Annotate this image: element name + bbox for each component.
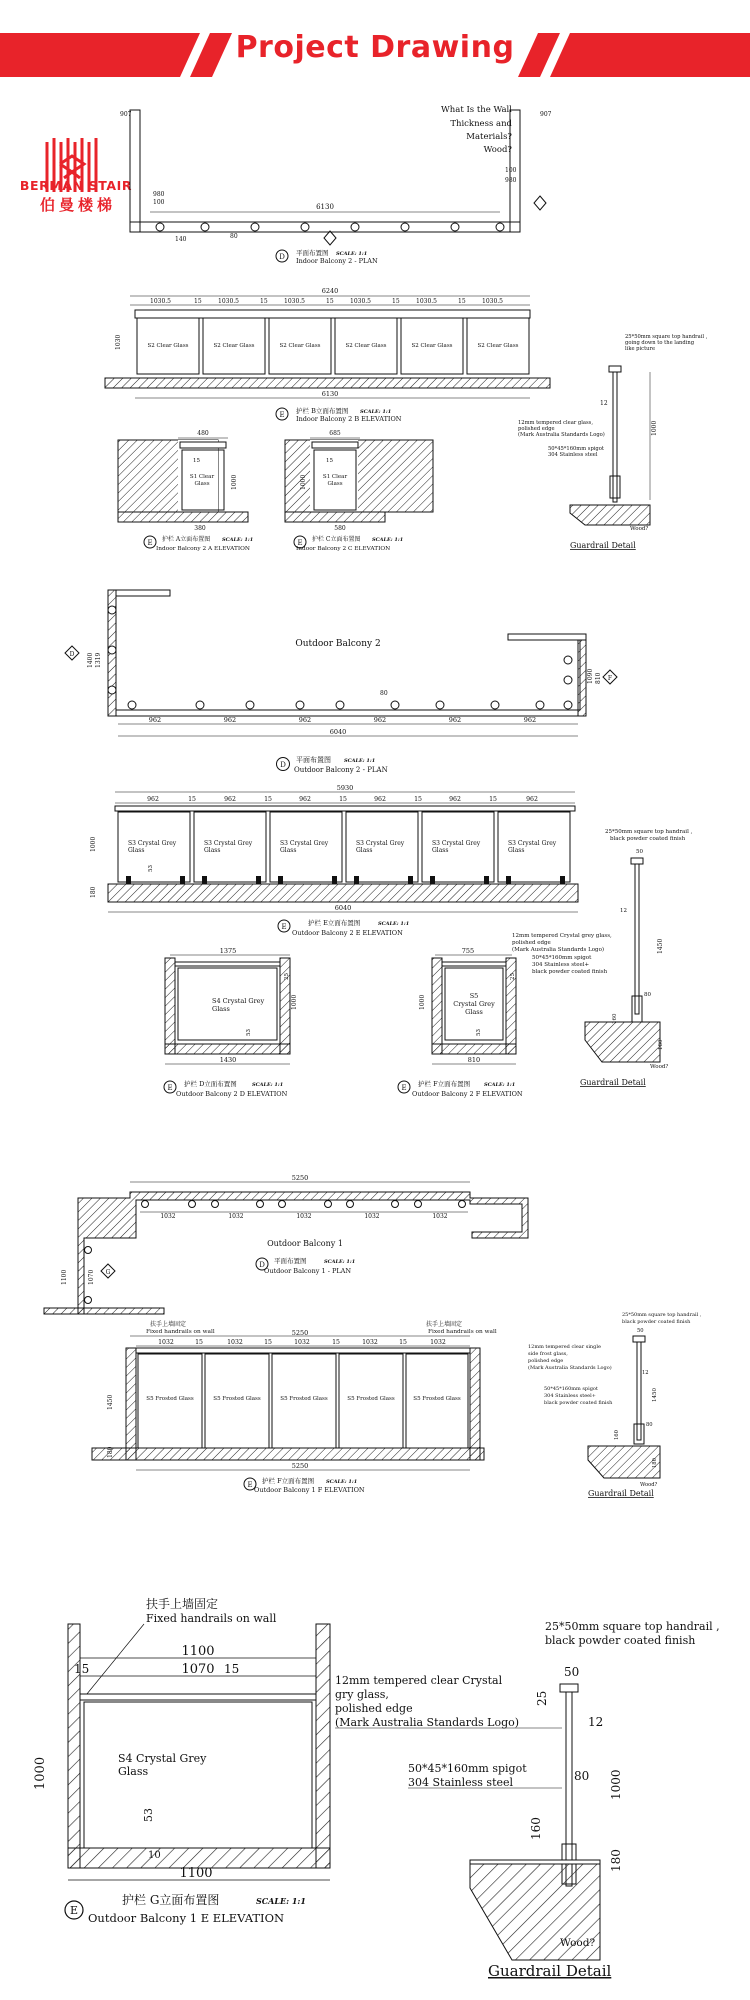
dim-text: 1070 [88, 1269, 95, 1285]
caption-cn: 平面布置图 [296, 756, 331, 764]
caption-cn: 护栏 F立面布置图 [418, 1080, 471, 1088]
dim-text: 962 [373, 716, 387, 724]
dim-text: 15 [188, 796, 196, 803]
panel-label: S3 Crystal Grey [508, 840, 557, 847]
detail-note: black powder coated finish [622, 1319, 691, 1325]
caption-cn: 平面布置图 [274, 1257, 307, 1265]
detail-note: 12mm tempered clear single [528, 1344, 601, 1350]
dim-text: 980 [153, 191, 165, 198]
caption-scale: SCALE: 1:1 [256, 1896, 306, 1906]
dim-text: 962 [148, 716, 162, 724]
plan-label: Outdoor Balcony 1 [267, 1239, 343, 1248]
dim-text: 907 [540, 111, 552, 118]
detail-note: 25*50mm square top handrail , [545, 1620, 720, 1633]
detail-note: 12mm tempered clear Crystal [335, 1674, 503, 1687]
panel-label: S3 Crystal Grey [204, 840, 253, 847]
detail-note: 304 Stainless steel [408, 1776, 514, 1789]
caption-title: Outdoor Balcony 1 F ELEVATION [254, 1486, 365, 1494]
outdoor1-guardrail-detail-large [335, 1620, 720, 1980]
caption-title: Outdoor Balcony 1 - PLAN [264, 1267, 352, 1275]
dim-text: 50 [564, 1665, 580, 1679]
caption-cn: 护栏 F立面布置图 [262, 1477, 315, 1485]
caption-title: Indoor Balcony 2 B ELEVATION [296, 415, 402, 423]
dim-text: 6040 [329, 728, 347, 736]
dim-text: 15 [414, 796, 422, 803]
dim-text: 15 [326, 458, 333, 464]
detail-note: polished edge [528, 1358, 564, 1364]
outdoor1-g-elevation [33, 1596, 330, 1925]
dim-text: 100 [505, 167, 517, 174]
panel-label: S4 Crystal Grey [212, 997, 265, 1005]
caption-title: Indoor Balcony 2 C ELEVATION [296, 546, 391, 552]
caption-cn: 平面布置图 [296, 249, 329, 257]
dim-text: 80 [574, 1769, 590, 1783]
caption-title: Outdoor Balcony 2 - PLAN [294, 766, 388, 774]
dim-text: 962 [449, 796, 461, 803]
panel-label: S2 Clear Glass [345, 343, 387, 349]
view-tag: G [105, 1269, 111, 1276]
dim-text: 962 [523, 716, 537, 724]
dim-text: 962 [299, 796, 311, 803]
view-tag: E [401, 1084, 407, 1092]
dim-text: 1030.5 [482, 298, 503, 305]
caption-title: Indoor Balcony 2 - PLAN [296, 257, 378, 265]
plan-wall-left [130, 110, 140, 232]
panel-label: Glass [327, 481, 343, 487]
dim-text: 1000 [609, 1769, 623, 1800]
outdoor2-f-elevation [398, 947, 523, 1098]
view-tag: E [69, 1904, 79, 1917]
dim-text: 15 [260, 298, 268, 305]
dim-text: 1100 [61, 1269, 68, 1285]
panel-label: S4 Crystal Grey [118, 1752, 207, 1765]
dim-text: 15 [326, 298, 334, 305]
dim-text: 180 [652, 1458, 658, 1468]
detail-note: side frost glass, [528, 1351, 568, 1357]
dim-text: 6130 [321, 390, 339, 398]
detail-note: (Mark Australia Standards Logo) [335, 1716, 520, 1729]
caption-cn: 护栏 C立面布置图 [312, 536, 361, 543]
dim-text: 1000 [651, 420, 658, 436]
wood-label: Wood? [650, 1064, 669, 1070]
caption-scale: SCALE: 1:1 [336, 251, 368, 257]
logo-name-cn: 伯曼楼梯 [40, 196, 117, 214]
detail-note: polished edge [518, 426, 555, 432]
dim-text: 12 [642, 1370, 649, 1376]
detail-title: Guardrail Detail [488, 1962, 612, 1980]
dim-text: 100 [153, 199, 165, 206]
dim-text: 160 [529, 1817, 543, 1840]
dim-text: 15 [224, 1662, 240, 1676]
outdoor1-plan [44, 1174, 528, 1314]
note-cn: 扶手上墙固定 [146, 1597, 219, 1611]
dim-text: 160 [612, 1013, 618, 1024]
view-tag: E [147, 539, 153, 547]
caption-scale: SCALE: 1:1 [222, 537, 254, 543]
detail-note: black powder coated finish [544, 1400, 613, 1406]
dim-text: 5250 [291, 1174, 309, 1182]
dim-text: 25 [284, 973, 290, 980]
plan-question: Wood? [483, 145, 512, 155]
dim-text: 1032 [158, 1339, 174, 1346]
dim-text: 380 [194, 525, 206, 532]
dim-text: 962 [147, 796, 159, 803]
view-tag: E [167, 1084, 173, 1092]
detail-note: black powder coated finish [610, 836, 686, 842]
panel-label: Glass [204, 847, 221, 854]
page-title: Project Drawing [235, 30, 515, 65]
panel-label: Glass [118, 1765, 149, 1778]
panel-label: S3 Crystal Grey [432, 840, 481, 847]
dim-text: 15 [194, 298, 202, 305]
panel-label: S1 Clear [189, 474, 215, 480]
wood-label: Wood? [630, 526, 649, 532]
indoor-b-elevation [105, 287, 550, 423]
dim-text: 15 [195, 1339, 203, 1346]
dim-text: 6130 [316, 203, 334, 211]
view-tag: D [69, 651, 75, 658]
dim-text: 53 [148, 865, 154, 872]
dim-text: 962 [224, 796, 236, 803]
caption-scale: SCALE: 1:1 [344, 758, 376, 764]
indoor-a-elevation [118, 430, 253, 552]
panel-label: S2 Clear Glass [477, 343, 519, 349]
dim-text: 1450 [107, 1394, 114, 1410]
caption-scale: SCALE: 1:1 [360, 409, 392, 415]
dim-text: 1090 [587, 668, 594, 684]
indoor-c-elevation [285, 430, 433, 552]
dim-text: 160 [614, 1430, 620, 1440]
detail-note: like picture [625, 346, 656, 352]
dim-text: 480 [197, 430, 209, 437]
dim-text: 962 [223, 716, 237, 724]
plan-wall-bottom [130, 222, 520, 232]
dim-text: 962 [448, 716, 462, 724]
dim-text: 80 [380, 690, 388, 697]
indoor-guardrail-detail [518, 334, 708, 550]
detail-title: Guardrail Detail [588, 1489, 654, 1498]
dim-text: 80 [644, 992, 651, 998]
dim-text: 962 [526, 796, 538, 803]
dim-text: 1032 [432, 1213, 448, 1220]
dim-text: 1430 [219, 1056, 237, 1064]
detail-note: gry glass, [335, 1688, 389, 1701]
panel-label: S5 Frosted Glass [213, 1396, 261, 1402]
caption-title: Outdoor Balcony 2 F ELEVATION [412, 1090, 523, 1098]
dim-text: 180 [90, 886, 97, 898]
plan-question: What Is the Wall [441, 105, 512, 115]
detail-note: black powder coated finish [545, 1634, 696, 1647]
dim-text: 962 [374, 796, 386, 803]
panel-label: S5 Frosted Glass [347, 1396, 395, 1402]
logo-name: BERMAN STAIR [19, 178, 133, 193]
dim-text: 1000 [231, 474, 238, 490]
dim-text: 53 [476, 1029, 482, 1036]
caption-scale: SCALE: 1:1 [372, 537, 404, 543]
detail-title: Guardrail Detail [580, 1078, 646, 1087]
dim-text: 1000 [33, 1756, 48, 1790]
panel-label: S3 Crystal Grey [280, 840, 329, 847]
caption-cn: 护栏 E立面布置图 [308, 919, 361, 927]
dim-text: 15 [264, 1339, 272, 1346]
dim-text: 1032 [364, 1213, 380, 1220]
caption-scale: SCALE: 1:1 [484, 1082, 516, 1088]
dim-text: 1000 [300, 474, 307, 490]
detail-note: 25*50mm square top handrail , [625, 334, 708, 340]
panel-label: Glass [508, 847, 525, 854]
dim-text: 25 [510, 973, 516, 980]
detail-note: going down to the landing [625, 340, 695, 346]
dim-text: 1030.5 [350, 298, 371, 305]
panel-label: S2 Clear Glass [279, 343, 321, 349]
dim-text: 12 [588, 1715, 604, 1729]
dim-text: 1032 [430, 1339, 446, 1346]
detail-note: 50*45*160mm spigot [544, 1386, 598, 1392]
note: Fixed handrails on wall [146, 1329, 215, 1335]
dim-text: 685 [329, 430, 341, 437]
dim-text: 50 [637, 1328, 644, 1334]
note: Fixed handrails on wall [428, 1329, 497, 1335]
note-cn: 扶手上墙固定 [150, 1321, 187, 1328]
view-tag: E [247, 1481, 253, 1489]
dim-text: 1070 [181, 1662, 215, 1677]
view-tag: E [297, 539, 303, 547]
dim-text: 53 [246, 1029, 252, 1036]
detail-note: 50*45*160mm spigot [532, 955, 592, 961]
detail-note: (Mark Australia Standards Logo) [512, 947, 605, 953]
panel-label: S1 Clear [322, 474, 348, 480]
dim-text: 1450 [657, 938, 664, 954]
panel-label: S3 Crystal Grey [128, 840, 177, 847]
panel-label: Glass [356, 847, 373, 854]
dim-text: 1032 [362, 1339, 378, 1346]
dim-text: 15 [264, 796, 272, 803]
dim-text: 1032 [228, 1213, 244, 1220]
dim-text: 1032 [227, 1339, 243, 1346]
panel-label: Crystal Grey [453, 1000, 495, 1008]
dim-text: 1030.5 [284, 298, 305, 305]
dim-text: 1000 [291, 994, 298, 1010]
detail-note: 25*50mm square top handrail , [605, 829, 693, 835]
dim-text: 1000 [90, 836, 97, 852]
panel-label: Glass [432, 847, 449, 854]
panel-label: S5 [469, 992, 479, 1000]
panel-label: S5 Frosted Glass [280, 1396, 328, 1402]
panel-label: Glass [465, 1008, 483, 1016]
caption-title: Outdoor Balcony 2 E ELEVATION [292, 929, 403, 937]
dim-text: 50 [636, 849, 643, 855]
detail-note: 304 Stainless steel+ [544, 1393, 596, 1399]
detail-note: 25*50mm square top handrail , [622, 1312, 702, 1318]
dim-text: 180 [609, 1849, 623, 1872]
wood-label: Wood? [640, 1482, 658, 1488]
indoor-plan [120, 105, 552, 265]
dim-text: 1030.5 [218, 298, 239, 305]
note-cn: 扶手上墙固定 [426, 1321, 463, 1328]
panel-label: Glass [280, 847, 297, 854]
detail-note: 12mm tempered Crystal grey glass, [512, 933, 612, 939]
dim-text: 15 [458, 298, 466, 305]
dim-text: 12 [620, 908, 627, 914]
caption-scale: SCALE: 1:1 [326, 1479, 358, 1485]
view-tag: E [279, 411, 285, 419]
dim-text: 1032 [296, 1213, 312, 1220]
dim-text: 6240 [321, 287, 339, 295]
outdoor2-d-elevation [164, 947, 298, 1098]
dim-text: 810 [467, 1056, 481, 1064]
dim-text: 80 [230, 233, 238, 240]
dim-text: 15 [489, 796, 497, 803]
outdoor2-guardrail-detail [512, 829, 693, 1087]
dim-text: 180 [658, 1039, 664, 1050]
dim-text: 15 [399, 1339, 407, 1346]
dim-text: 5930 [336, 784, 354, 792]
dim-text: 1375 [219, 947, 237, 955]
detail-note: 304 Stainless steel [548, 452, 598, 458]
panel-label: S2 Clear Glass [147, 343, 189, 349]
dim-text: 1030 [115, 334, 122, 350]
dim-text: 15 [332, 1339, 340, 1346]
outdoor2-plan [65, 590, 617, 774]
dim-text: 1030.5 [150, 298, 171, 305]
detail-note: 50*45*160mm spigot [408, 1762, 527, 1775]
dim-text: 962 [298, 716, 312, 724]
outdoor2-e-elevation [90, 784, 578, 937]
panel-label: Glass [212, 1005, 230, 1013]
caption-title: Indoor Balcony 2 A ELEVATION [156, 546, 251, 552]
dim-text: 580 [334, 525, 346, 532]
caption-title: Outdoor Balcony 2 D ELEVATION [176, 1090, 288, 1098]
dim-text: 80 [646, 1422, 653, 1428]
dim-text: 1450 [652, 1388, 658, 1402]
caption-scale: SCALE: 1:1 [378, 921, 410, 927]
detail-note: 50*45*160mm spigot [548, 446, 604, 452]
detail-note: (Mark Australia Standards Logo) [528, 1365, 612, 1371]
outdoor1-f-elevation [92, 1320, 497, 1494]
dim-text: 15 [392, 298, 400, 305]
caption-cn: 护栏 A立面布置图 [162, 536, 211, 543]
dim-text: 6040 [334, 904, 352, 912]
panel-label: S3 Crystal Grey [356, 840, 405, 847]
dim-text: 1030.5 [416, 298, 437, 305]
dim-text: 15 [193, 458, 200, 464]
detail-note: (Mark Australia Standards Logo) [518, 432, 605, 438]
note: Fixed handrails on wall [146, 1612, 277, 1625]
detail-note: black powder coated finish [532, 969, 608, 975]
dim-text: 12 [600, 400, 608, 407]
dim-text: 1032 [294, 1339, 310, 1346]
dim-text: 1000 [419, 994, 426, 1010]
dim-text: 810 [595, 672, 602, 684]
caption-scale: SCALE: 1:1 [324, 1259, 356, 1265]
view-tag: F [607, 675, 613, 682]
dim-text: 1319 [95, 652, 102, 668]
dim-text: 980 [505, 177, 517, 184]
caption-cn: 护栏 D立面布置图 [184, 1080, 237, 1088]
dim-text: 5250 [291, 1462, 309, 1470]
panel-label: S2 Clear Glass [411, 343, 453, 349]
view-tag: D [280, 761, 286, 769]
detail-note: 304 Stainless steel+ [532, 962, 590, 968]
dim-text: 15 [74, 1662, 90, 1676]
view-tag: D [259, 1261, 265, 1269]
outdoor1-guardrail-detail-small [528, 1312, 702, 1498]
dim-text: 1032 [160, 1213, 176, 1220]
detail-title: Guardrail Detail [570, 541, 636, 550]
dim-text: 140 [175, 236, 187, 243]
caption-title: Outdoor Balcony 1 E ELEVATION [88, 1911, 285, 1925]
dim-text: 755 [461, 947, 475, 955]
panel-label: Glass [194, 481, 210, 487]
panel-label: S5 Frosted Glass [146, 1396, 194, 1402]
plan-label: Outdoor Balcony 2 [295, 639, 381, 649]
caption-cn: 护栏 G立面布置图 [122, 1893, 220, 1907]
dim-text: 1100 [179, 1866, 213, 1881]
panel-label: S5 Frosted Glass [413, 1396, 461, 1402]
dim-text: 53 [142, 1808, 155, 1822]
floor-slab [105, 378, 550, 388]
dim-text: 5250 [291, 1329, 309, 1337]
handrail [135, 310, 530, 318]
dim-text: 1400 [87, 652, 94, 668]
plan-question: Thickness and [450, 119, 512, 129]
panel-label: S2 Clear Glass [213, 343, 255, 349]
dim-text: 15 [339, 796, 347, 803]
view-tag: D [279, 253, 285, 261]
detail-note: 12mm tempered clear glass, [518, 420, 593, 426]
detail-note: polished edge [512, 940, 551, 946]
dim-text: 25 [535, 1690, 549, 1706]
dim-text: 1100 [181, 1644, 215, 1659]
caption-cn: 护栏 B立面布置图 [296, 407, 349, 415]
plan-question: Materials? [466, 132, 512, 142]
dim-text: 907 [120, 111, 132, 118]
caption-scale: SCALE: 1:1 [252, 1082, 284, 1088]
detail-note: polished edge [335, 1702, 413, 1715]
view-tag: E [281, 923, 287, 931]
panel-label: Glass [128, 847, 145, 854]
wood-label: Wood? [560, 1937, 596, 1949]
